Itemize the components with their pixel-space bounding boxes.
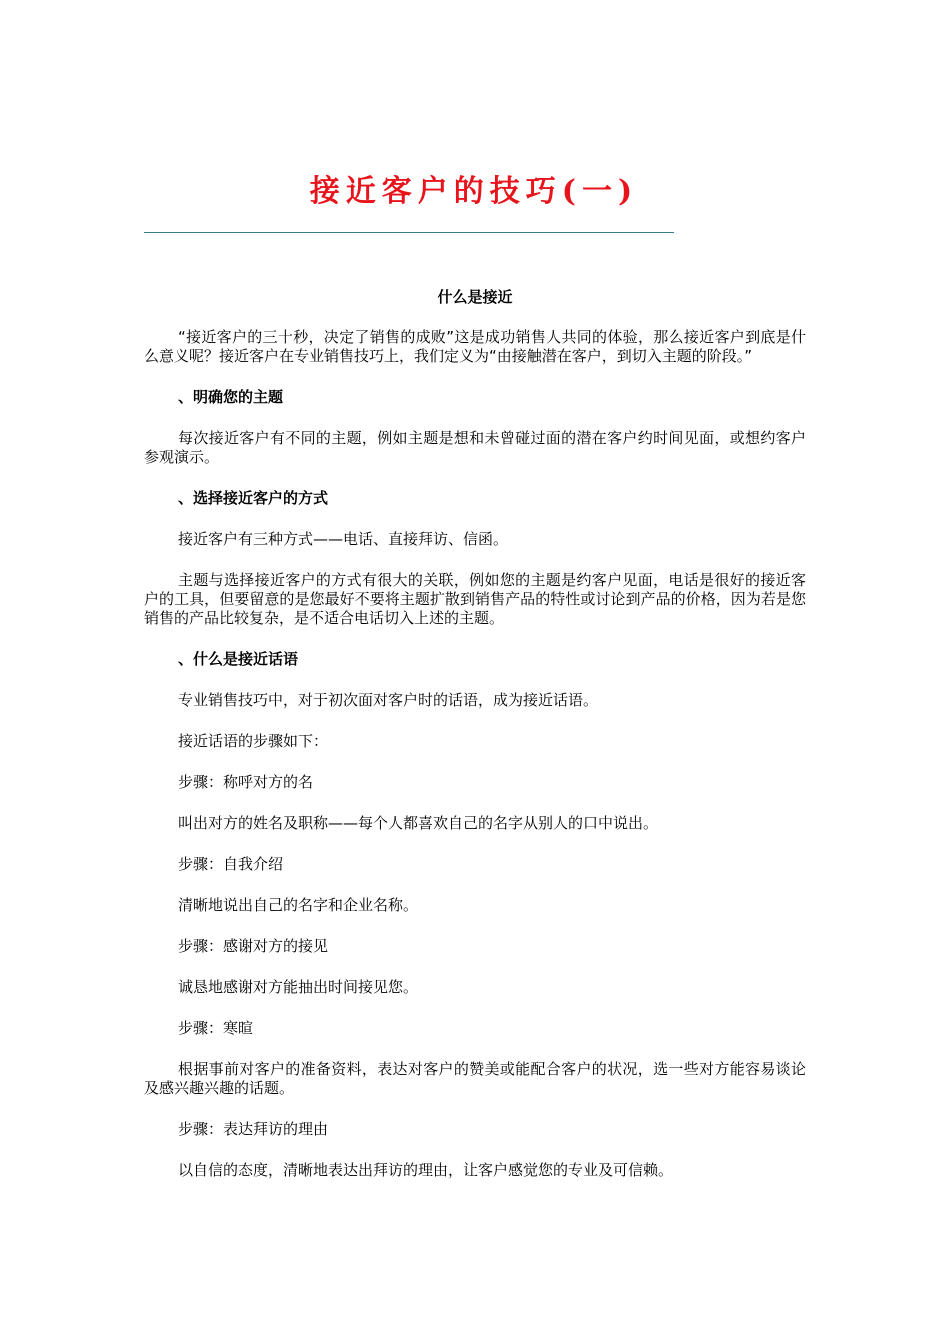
- paragraph: 接近话语的步骤如下：: [178, 732, 329, 750]
- document-title: 接近客户的技巧(一): [309, 174, 639, 209]
- step-label: 步骤：感谢对方的接见: [178, 937, 329, 955]
- step-label: 步骤：寒暄: [178, 1019, 254, 1037]
- title-underline: [144, 232, 674, 233]
- paragraph: 每次接近客户有不同的主题，例如主题是想和未曾碰过面的潜在客户约时间见面，或想约客户参观演示。: [144, 429, 806, 466]
- document-body: [144, 286, 806, 1202]
- subheading: 、什么是接近话语: [178, 650, 299, 668]
- paragraph: 接近客户有三种方式——电话、直接拜访、信函。: [178, 530, 509, 548]
- paragraph: 根据事前对客户的准备资料，表达对客户的赞美或能配合客户的状况，选一些对方能容易谈论及感兴趣兴趣的话题。: [144, 1060, 806, 1097]
- step-label: 步骤：表达拜访的理由: [178, 1120, 329, 1138]
- step-label: 步骤：自我介绍: [178, 855, 284, 873]
- paragraph: 叫出对方的姓名及职称——每个人都喜欢自己的名字从别人的口中说出。: [178, 814, 659, 832]
- subheading: 、选择接近客户的方式: [178, 489, 329, 507]
- paragraph: 诚恳地感谢对方能抽出时间接见您。: [178, 978, 419, 996]
- paragraph: 主题与选择接近客户的方式有很大的关联，例如您的主题是约客户见面，电话是很好的接近客户的工具，但要留意的是您最好不要将主题扩散到销售产品的特性或讨论到产品的价格，因为若是您销售的产品比较复杂，是不适合电话切入上述的主题。: [144, 571, 806, 627]
- subheading: 、明确您的主题: [178, 388, 284, 406]
- step-label: 步骤：称呼对方的名: [178, 773, 314, 791]
- paragraph: 清晰地说出自己的名字和企业名称。: [178, 896, 419, 914]
- paragraph: 专业销售技巧中，对于初次面对客户时的话语，成为接近话语。: [178, 691, 599, 709]
- paragraph: 以自信的态度，清晰地表达出拜访的理由，让客户感觉您的专业及可信赖。: [178, 1161, 674, 1179]
- section-title: 什么是接近: [437, 288, 513, 306]
- paragraph: “接近客户的三十秒，决定了销售的成败”这是成功销售人共同的体验，那么接近客户到底是什么意义呢？接近客户在专业销售技巧上，我们定义为“由接触潜在客户，到切入主题的阶段。”: [144, 328, 806, 365]
